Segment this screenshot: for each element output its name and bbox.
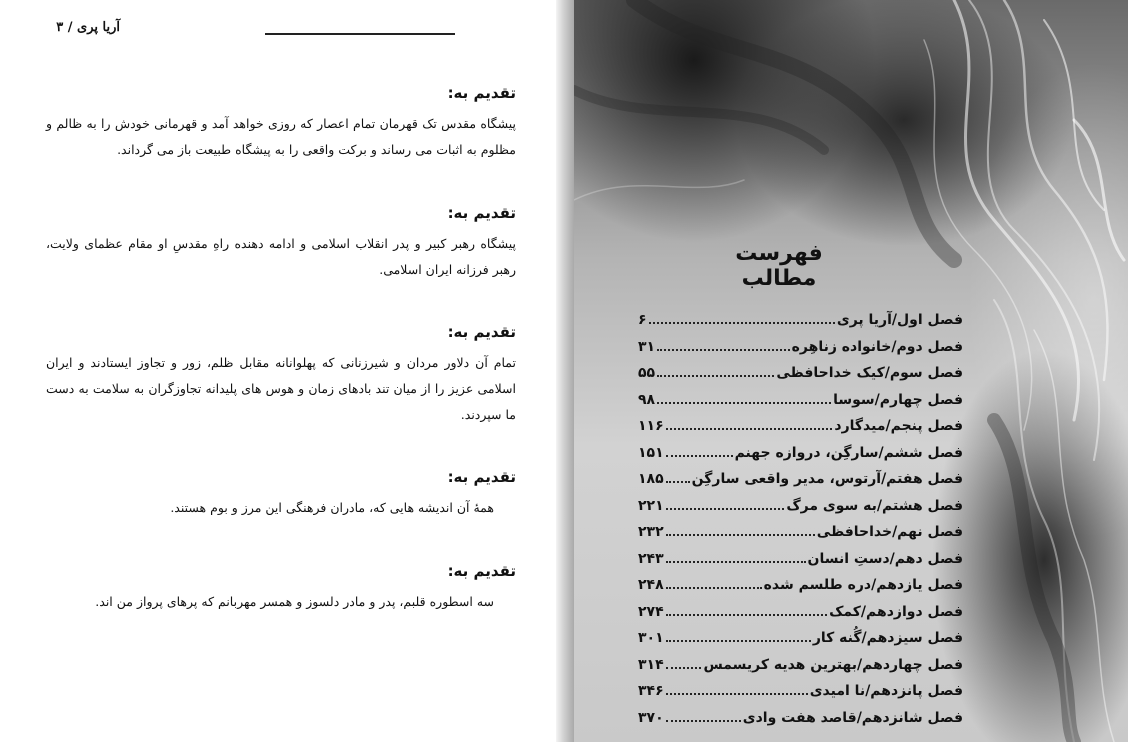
toc-entry-label: فصل هشتم/به سوی مرگ bbox=[786, 497, 963, 514]
toc-entry-page-number: ۱۱۶ bbox=[638, 418, 664, 434]
toc-entry[interactable] bbox=[638, 551, 963, 578]
toc-entry[interactable] bbox=[638, 339, 963, 366]
toc-leader-dots bbox=[666, 534, 815, 536]
toc-entry-label: فصل پانزدهم/نا امیدی bbox=[809, 683, 963, 699]
toc-title: فهرست مطالب bbox=[735, 241, 823, 291]
toc-entry-label: فصل چهاردهم/بهترین هدیه کریسمس bbox=[703, 656, 963, 673]
toc-entry-label: فصل پنجم/میدگارد bbox=[834, 418, 963, 434]
toc-entry-page-number: ۲۴۳ bbox=[638, 550, 664, 567]
toc-entry-label: فصل چهارم/سوسا bbox=[833, 391, 963, 408]
dedication-heading: تقدیم به: bbox=[447, 204, 516, 222]
dedication-text: تمام آن دلاور مردان و شیرزنانی که پهلوانانه مقابل ظلم، زور و تجاوز ایستادند و ایران اسلامی عزیز را از میان تند بادهای زمان و هوس های پلیدانه تجاوزگران به سلامت به دست ما سپردند. bbox=[46, 355, 516, 422]
toc-entry-label: فصل یازدهم/دره طلسم شده bbox=[763, 577, 963, 593]
toc-entry-page-number: ۳۰۱ bbox=[638, 630, 664, 646]
toc-leader-dots bbox=[666, 561, 806, 563]
toc-leader-dots bbox=[666, 667, 702, 669]
dedication-block bbox=[46, 467, 516, 521]
toc-entry[interactable] bbox=[638, 471, 963, 498]
toc-entry-label: فصل هفتم/آرتوس، مدیر واقعی سارگِن bbox=[691, 471, 963, 487]
dedication-heading: تقدیم به: bbox=[447, 84, 516, 102]
toc-entry[interactable] bbox=[638, 604, 963, 631]
toc-entry[interactable] bbox=[638, 657, 963, 684]
toc-entry-label: فصل نهم/خداحافظی bbox=[816, 524, 963, 540]
toc-entry[interactable] bbox=[638, 365, 963, 392]
toc-leader-dots bbox=[666, 640, 811, 642]
toc-leader-dots bbox=[649, 322, 835, 324]
toc-entry-page-number: ۳۱ bbox=[638, 338, 656, 355]
toc-leader-dots bbox=[657, 402, 831, 404]
toc-entry[interactable] bbox=[638, 445, 963, 472]
toc-leader-dots bbox=[666, 428, 833, 430]
toc-leader-dots bbox=[657, 349, 790, 351]
toc-entry[interactable] bbox=[638, 392, 963, 419]
dedication-text: همهٔ آن اندیشه هایی که، مادران فرهنگی این مرز و بوم هستند. bbox=[170, 500, 494, 515]
toc-leader-dots bbox=[657, 375, 774, 377]
toc-entry-page-number: ۲۷۴ bbox=[638, 603, 664, 620]
toc-entry[interactable] bbox=[638, 418, 963, 445]
toc-entry-page-number: ۲۲۱ bbox=[638, 497, 664, 514]
running-header: آریا پری / ۳ bbox=[56, 20, 120, 35]
toc-entry-page-number: ۶ bbox=[638, 312, 647, 328]
toc-entry-page-number: ۹۸ bbox=[638, 391, 656, 408]
toc-entry-label: فصل دوم/خانواده زناهِره bbox=[791, 338, 963, 355]
toc-entry-label: فصل دوازدهم/کمک bbox=[829, 603, 963, 620]
toc-leader-dots bbox=[666, 693, 808, 695]
dedication-block bbox=[46, 322, 516, 428]
dedication-block bbox=[46, 561, 516, 615]
toc-entry[interactable] bbox=[638, 710, 963, 737]
dedication-block bbox=[46, 83, 516, 163]
toc-entry-page-number: ۱۵۱ bbox=[638, 444, 664, 461]
right-page bbox=[574, 0, 1128, 742]
toc-entry[interactable] bbox=[638, 577, 963, 604]
toc-entry-page-number: ۲۳۲ bbox=[638, 524, 664, 540]
toc-leader-dots bbox=[666, 720, 741, 722]
dedication-text: پیشگاه مقدس تک قهرمان تمام اعصار که روزی خواهد آمد و قهرمانی خودش را به ظالم و مظلوم به اثبات می رساند و برکت واقعی را به پیشگاه طبیعت باز می گرداند. bbox=[46, 116, 516, 157]
toc-entry-label: فصل شانزدهم/قاصد هفت وادی bbox=[742, 709, 963, 726]
toc-leader-dots bbox=[666, 481, 690, 483]
page-gutter bbox=[556, 0, 574, 742]
toc-leader-dots bbox=[666, 587, 762, 589]
toc-leader-dots bbox=[666, 508, 785, 510]
toc-entry-page-number: ۱۸۵ bbox=[638, 471, 664, 487]
toc-entry-page-number: ۵۵ bbox=[638, 365, 656, 381]
toc-entry-label: فصل ششم/سارگِن، دروازه جهنم bbox=[734, 444, 963, 461]
toc-entry-label: فصل دهم/دستِ انسان bbox=[807, 550, 963, 567]
toc-entry-label: فصل سوم/کیک خداحافظی bbox=[776, 365, 963, 381]
left-page bbox=[0, 0, 560, 742]
toc-entry-label: فصل سیزدهم/گُنه کار bbox=[812, 630, 963, 646]
toc-entry-page-number: ۳۷۰ bbox=[638, 709, 664, 726]
toc-leader-dots bbox=[666, 455, 733, 457]
toc-entry-label: فصل اول/آریا پری bbox=[836, 312, 963, 328]
dedication-heading: تقدیم به: bbox=[447, 468, 516, 486]
toc-entry[interactable] bbox=[638, 498, 963, 525]
dedication-block bbox=[46, 203, 516, 283]
dedication-text: پیشگاه رهبر کبیر و پدر انقلاب اسلامی و ادامه دهنده راهِ مقدسِ او مقام عظمای ولایت، رهبر فرزانه ایران اسلامی. bbox=[46, 236, 516, 277]
toc-list bbox=[638, 312, 963, 736]
header-rule bbox=[265, 33, 455, 35]
toc-entry-page-number: ۳۱۴ bbox=[638, 656, 664, 673]
toc-entry-page-number: ۳۴۶ bbox=[638, 683, 664, 699]
toc-entry[interactable] bbox=[638, 683, 963, 710]
toc-entry[interactable] bbox=[638, 630, 963, 657]
toc-entry[interactable] bbox=[638, 312, 963, 339]
dedication-text: سه اسطوره قلبم، پدر و مادر دلسوز و همسر مهربانم که پرهای پرواز من اند. bbox=[95, 594, 494, 609]
dedication-heading: تقدیم به: bbox=[447, 323, 516, 341]
toc-entry-page-number: ۲۴۸ bbox=[638, 577, 664, 593]
toc-leader-dots bbox=[666, 614, 827, 616]
toc-entry[interactable] bbox=[638, 524, 963, 551]
dedication-heading: تقدیم به: bbox=[447, 562, 516, 580]
